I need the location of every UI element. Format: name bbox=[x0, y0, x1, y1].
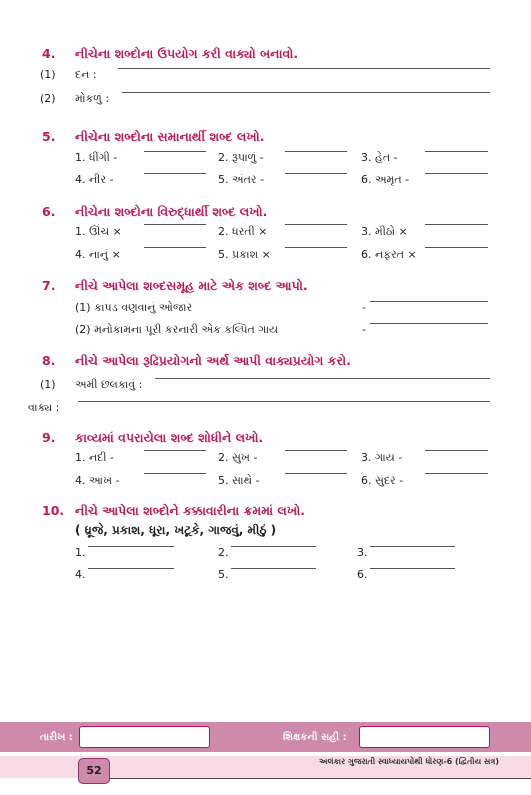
q10-slot-2-line[interactable] bbox=[231, 546, 316, 547]
book-title: અલંકાર ગુજરાતી સ્વાધ્યાયપોથી ધોરણ-6 (દ્વિતીય સત્ર) bbox=[319, 757, 499, 766]
q10-slot-4: 4. bbox=[75, 568, 86, 581]
q9-item-5: 5. સાથે - bbox=[218, 474, 260, 487]
footer-divider bbox=[110, 778, 531, 779]
q9-item-1: 1. નદી - bbox=[75, 451, 114, 464]
q4-item-1-answer-line[interactable] bbox=[118, 68, 490, 69]
q7-item-1: (1) કાપડ વણવાનું ઓજાર bbox=[75, 301, 193, 314]
q10-number: 10. bbox=[42, 503, 65, 518]
q10-slot-2: 2. bbox=[218, 546, 229, 559]
q4-title: નીચેના શબ્દોના ઉપયોગ કરી વાક્યો બનાવો. bbox=[75, 46, 299, 61]
q4-item-2-word: મોકળું : bbox=[75, 92, 110, 105]
q6-item-5-answer-line[interactable] bbox=[285, 247, 347, 248]
q7-item-1-dash: - bbox=[362, 301, 366, 314]
q6-item-6-answer-line[interactable] bbox=[425, 247, 488, 248]
q5-item-3: 3. હેત - bbox=[361, 151, 398, 164]
q10-slot-5-line[interactable] bbox=[231, 568, 316, 569]
q5-number: 5. bbox=[42, 129, 56, 144]
q7-item-1-answer-line[interactable] bbox=[370, 301, 488, 302]
q8-phrase: અમી છલકાવું : bbox=[75, 378, 143, 391]
q9-item-2-answer-line[interactable] bbox=[285, 450, 347, 451]
q4-item-1-word: દન : bbox=[75, 68, 97, 81]
teacher-signature-label: શિક્ષકની સહી : bbox=[283, 732, 347, 743]
q9-title: કાવ્યમાં વપરાયેલા શબ્દ શોધીને લખો. bbox=[75, 430, 264, 445]
q10-slot-5: 5. bbox=[218, 568, 229, 581]
q10-title: નીચે આપેલા શબ્દોને કક્કાવારીના ક્રમમાં લખો. bbox=[75, 503, 305, 518]
q10-slot-6-line[interactable] bbox=[370, 568, 455, 569]
q6-title: નીચેના શબ્દોના વિરુદ્ધાર્થી શબ્દ લખો. bbox=[75, 204, 268, 219]
q6-item-6: 6. નફરત × bbox=[361, 248, 417, 261]
q5-item-6-answer-line[interactable] bbox=[425, 173, 488, 174]
q5-item-4: 4. નીર - bbox=[75, 173, 114, 186]
q7-title: નીચે આપેલા શબ્દસમૂહ માટે એક શબ્દ આપો. bbox=[75, 278, 308, 293]
q6-item-3-answer-line[interactable] bbox=[425, 224, 488, 225]
q10-word-list: ( ધ્રૂજે, પ્રકાશ, ધૂરા, ખટૂકે, ગાજવું, મીઠું ) bbox=[75, 523, 277, 537]
q5-item-2: 2. રૂપાળું - bbox=[218, 151, 264, 164]
q9-item-4: 4. આંખ - bbox=[75, 474, 120, 487]
q5-title: નીચેના શબ્દોના સમાનાર્થી શબ્દ લખો. bbox=[75, 129, 265, 144]
q9-item-1-answer-line[interactable] bbox=[144, 450, 206, 451]
q10-slot-1-line[interactable] bbox=[88, 546, 174, 547]
q9-item-2: 2. સુખ - bbox=[218, 451, 258, 464]
q9-item-3-answer-line[interactable] bbox=[425, 450, 488, 451]
q5-item-5-answer-line[interactable] bbox=[285, 173, 347, 174]
q5-item-1: 1. ધીંગી - bbox=[75, 151, 118, 164]
q10-slot-6: 6. bbox=[357, 568, 368, 581]
date-label: તારીખ : bbox=[40, 732, 73, 743]
q7-item-2: (2) મનોકામના પૂરી કરનારી એક કલ્પિત ગાય bbox=[75, 323, 279, 336]
q8-meaning-answer-line[interactable] bbox=[155, 378, 490, 379]
q7-item-2-dash: - bbox=[362, 323, 366, 336]
q5-item-5: 5. અંતર - bbox=[218, 173, 265, 186]
q7-item-2-answer-line[interactable] bbox=[370, 323, 488, 324]
q8-number: 8. bbox=[42, 353, 56, 368]
q7-number: 7. bbox=[42, 278, 56, 293]
q5-item-1-answer-line[interactable] bbox=[144, 151, 206, 152]
q6-item-4: 4. નાનું × bbox=[75, 248, 121, 261]
q6-item-3: 3. મીઠો × bbox=[361, 225, 408, 238]
q8-sentence-label: વાક્ય : bbox=[28, 401, 60, 414]
q9-item-3: 3. ગાય - bbox=[361, 451, 403, 464]
q9-item-5-answer-line[interactable] bbox=[285, 473, 347, 474]
q6-item-1: 1. ઊંચ × bbox=[75, 225, 122, 238]
q4-item-1-index: (1) bbox=[40, 68, 56, 81]
q6-item-4-answer-line[interactable] bbox=[144, 247, 206, 248]
q8-index: (1) bbox=[40, 378, 56, 391]
teacher-signature-field[interactable] bbox=[359, 726, 490, 748]
q5-item-3-answer-line[interactable] bbox=[425, 151, 488, 152]
q9-number: 9. bbox=[42, 430, 56, 445]
q4-number: 4. bbox=[42, 46, 56, 61]
date-field[interactable] bbox=[79, 726, 210, 748]
q6-item-2-answer-line[interactable] bbox=[285, 224, 347, 225]
q9-item-6: 6. સુંદર - bbox=[361, 474, 404, 487]
q10-slot-3-line[interactable] bbox=[370, 546, 455, 547]
q6-item-2: 2. ધરતી × bbox=[218, 225, 268, 238]
q5-item-2-answer-line[interactable] bbox=[285, 151, 347, 152]
q9-item-4-answer-line[interactable] bbox=[144, 473, 206, 474]
q5-item-4-answer-line[interactable] bbox=[144, 173, 206, 174]
q5-item-6: 6. અમૃત - bbox=[361, 173, 410, 186]
q4-item-2-answer-line[interactable] bbox=[122, 92, 490, 93]
q4-item-2-index: (2) bbox=[40, 92, 56, 105]
page-number: 52 bbox=[78, 758, 110, 784]
q9-item-6-answer-line[interactable] bbox=[425, 473, 488, 474]
q10-slot-4-line[interactable] bbox=[88, 568, 174, 569]
q6-item-1-answer-line[interactable] bbox=[144, 224, 206, 225]
q8-sentence-answer-line[interactable] bbox=[78, 401, 490, 402]
q6-number: 6. bbox=[42, 204, 56, 219]
q10-slot-3: 3. bbox=[357, 546, 368, 559]
q10-slot-1: 1. bbox=[75, 546, 86, 559]
q8-title: નીચે આપેલા રૂઢિપ્રયોગનો અર્થ આપી વાક્યપ્રયોગ કરો. bbox=[75, 353, 351, 368]
q6-item-5: 5. પ્રકાશ × bbox=[218, 248, 271, 261]
